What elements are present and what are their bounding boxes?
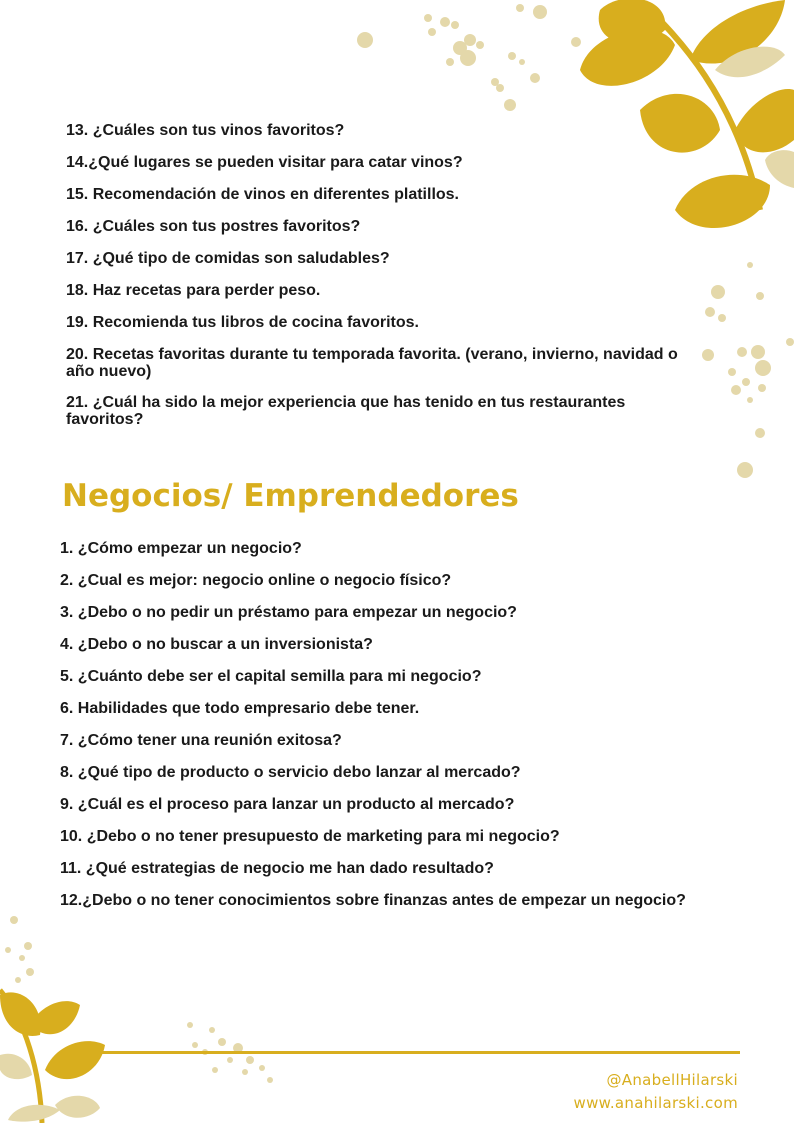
list-item: 4. ¿Debo o no buscar a un inversionista?: [60, 636, 373, 653]
footer-divider: [98, 1051, 740, 1054]
list-item: 17. ¿Qué tipo de comidas son saludables?: [66, 250, 390, 267]
decor-dot: [742, 378, 750, 386]
decor-dot: [755, 428, 765, 438]
section-title: Negocios/ Emprendedores: [62, 478, 519, 514]
decor-dot: [731, 385, 741, 395]
list-item: 6. Habilidades que todo empresario debe tener.: [60, 700, 420, 717]
decor-dot: [15, 977, 21, 983]
decor-dot: [705, 307, 715, 317]
decor-dot: [246, 1056, 254, 1064]
decor-dot: [440, 17, 450, 27]
decor-dot: [747, 397, 753, 403]
decor-dot: [755, 360, 771, 376]
decor-dot: [751, 345, 765, 359]
decor-dot: [259, 1065, 265, 1071]
decor-dot: [533, 5, 547, 19]
list-item: 5. ¿Cuánto debe ser el capital semilla para mi negocio?: [60, 668, 482, 685]
list-item: 8. ¿Qué tipo de producto o servicio debo lanzar al mercado?: [60, 764, 521, 781]
decor-dot: [26, 968, 34, 976]
decor-dot: [192, 1042, 198, 1048]
decor-dot: [460, 50, 476, 66]
decor-dot: [19, 955, 25, 961]
list-item: 13. ¿Cuáles son tus vinos favoritos?: [66, 122, 345, 139]
decor-dot: [737, 347, 747, 357]
list-item: 16. ¿Cuáles son tus postres favoritos?: [66, 218, 361, 235]
decor-dot: [5, 947, 11, 953]
list-item: 9. ¿Cuál es el proceso para lanzar un producto al mercado?: [60, 796, 515, 813]
decor-dot: [428, 28, 436, 36]
decor-dot: [267, 1077, 273, 1083]
decor-dot: [242, 1069, 248, 1075]
decor-dot: [187, 1022, 193, 1028]
decor-dot: [357, 32, 373, 48]
list-item: 14.¿Qué lugares se pueden visitar para catar vinos?: [66, 154, 463, 171]
decor-dot: [218, 1038, 226, 1046]
decor-dot: [24, 942, 32, 950]
decor-dot: [212, 1067, 218, 1073]
decor-dot: [504, 99, 516, 111]
list-item: 3. ¿Debo o no pedir un préstamo para empezar un negocio?: [60, 604, 517, 621]
decor-dot: [519, 59, 525, 65]
decor-dot: [446, 58, 454, 66]
list-item: 2. ¿Cual es mejor: negocio online o negocio físico?: [60, 572, 452, 589]
decor-dot: [756, 292, 764, 300]
list-item: 15. Recomendación de vinos en diferentes platillos.: [66, 186, 459, 203]
decor-dot: [747, 262, 753, 268]
footer-handle: @AnabellHilarski: [606, 1071, 738, 1089]
decor-dot: [451, 21, 459, 29]
decor-dot: [496, 84, 504, 92]
decor-dot: [737, 462, 753, 478]
decor-dot: [786, 338, 794, 346]
decor-dot: [10, 916, 18, 924]
decor-dot: [508, 52, 516, 60]
decor-dot: [571, 37, 581, 47]
list-item: 12.¿Debo o no tener conocimientos sobre finanzas antes de empezar un negocio?: [60, 892, 686, 909]
decor-dot: [424, 14, 432, 22]
decor-dot: [476, 41, 484, 49]
decor-dot: [758, 384, 766, 392]
list-item: 10. ¿Debo o no tener presupuesto de marketing para mi negocio?: [60, 828, 560, 845]
list-item: 20. Recetas favoritas durante tu temporada favorita. (verano, invierno, navidad o año nuevo): [66, 346, 678, 380]
leaf-branch-bottom-left-icon: [0, 910, 280, 1123]
decor-dot: [728, 368, 736, 376]
decor-dot: [516, 4, 524, 12]
footer-website: www.anahilarski.com: [573, 1094, 738, 1112]
decor-dot: [209, 1027, 215, 1033]
list-item: 19. Recomienda tus libros de cocina favoritos.: [66, 314, 419, 331]
decor-dot: [530, 73, 540, 83]
decor-dot: [711, 285, 725, 299]
list-item: 1. ¿Cómo empezar un negocio?: [60, 540, 302, 557]
decor-dot: [718, 314, 726, 322]
list-item: 18. Haz recetas para perder peso.: [66, 282, 321, 299]
list-item: 11. ¿Qué estrategias de negocio me han dado resultado?: [60, 860, 494, 877]
decor-dot: [227, 1057, 233, 1063]
list-item: 21. ¿Cuál ha sido la mejor experiencia que has tenido en tus restaurantes favoritos?: [66, 394, 626, 428]
list-item: 7. ¿Cómo tener una reunión exitosa?: [60, 732, 342, 749]
